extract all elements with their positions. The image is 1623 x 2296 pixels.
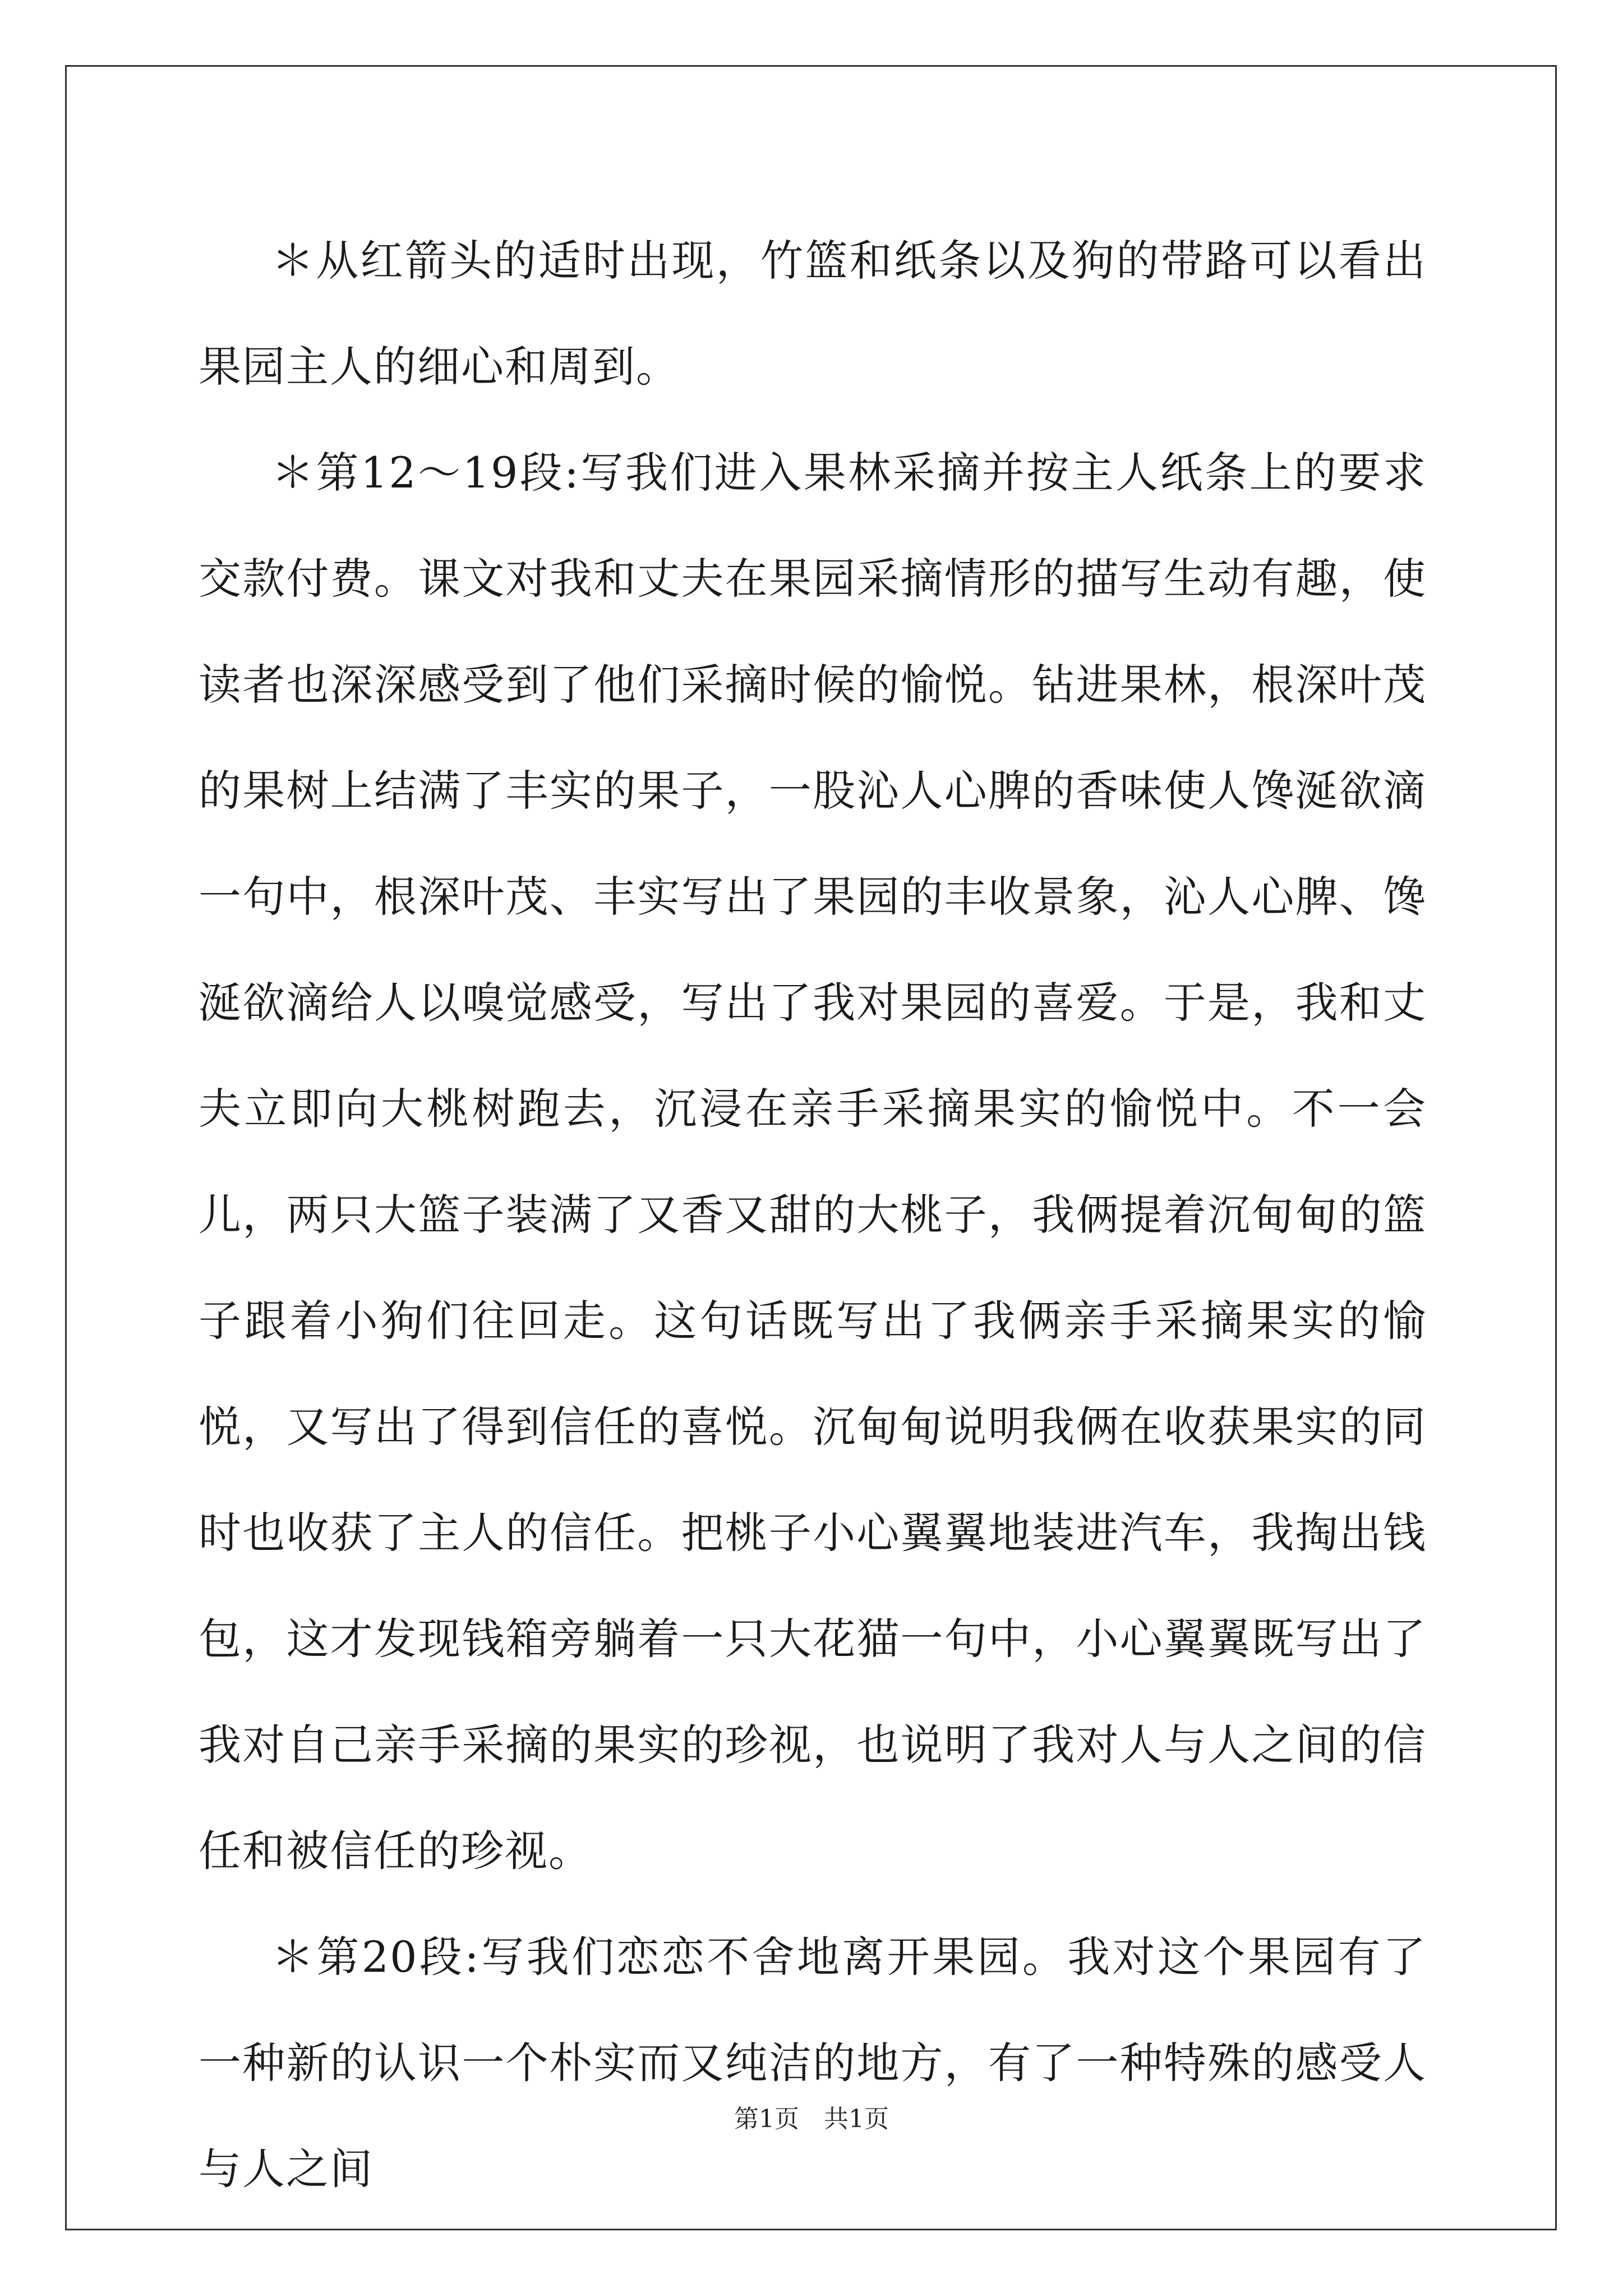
paragraph-1: ＊从红箭头的适时出现，竹篮和纸条以及狗的带路可以看出果园主人的细心和周到。 xyxy=(199,236,1427,392)
document-body xyxy=(199,208,1427,2222)
paragraph-2: ＊第12～19段:写我们进入果林采摘并按主人纸条上的要求交款付费。课文对我和丈夫在果园采摘情形的描写生动有趣，使读者也深深感受到了他们采摘时候的愉悦。钻进果林，根深叶茂的果树上结满了丰实的果子，一股沁人心脾的香味使人馋涎欲滴一句中，根深叶茂、丰实写出了果园的丰收景象，沁人心脾、馋涎欲滴给人以嗅觉感受，写出了我对果园的喜爱。于是，我和丈夫立即向大桃树跑去，沉浸在亲手采摘果实的愉悦中。不一会儿，两只大篮子装满了又香又甜的大桃子，我俩提着沉甸甸的篮子跟着小狗们往回走。这句话既写出了我俩亲手采摘果实的愉悦，又写出了得到信任的喜悦。沉甸甸说明我俩在收获果实的同时也收获了主人的信任。把桃子小心翼翼地装进汽车，我掏出钱包，这才发现钱箱旁躺着一只大花猫一句中，小心翼翼既写出了我对自己亲手采摘的果实的珍视，也说明了我对人与人之间的信任和被信任的珍视。 xyxy=(199,448,1427,1876)
paragraph-3: ＊第20段:写我们恋恋不舍地离开果园。我对这个果园有了一种新的认识一个朴实而又纯洁的地方，有了一种特殊的感受人与人之间 xyxy=(199,1932,1427,2194)
page-number-footer: 第1页 共1页 xyxy=(734,2105,889,2133)
